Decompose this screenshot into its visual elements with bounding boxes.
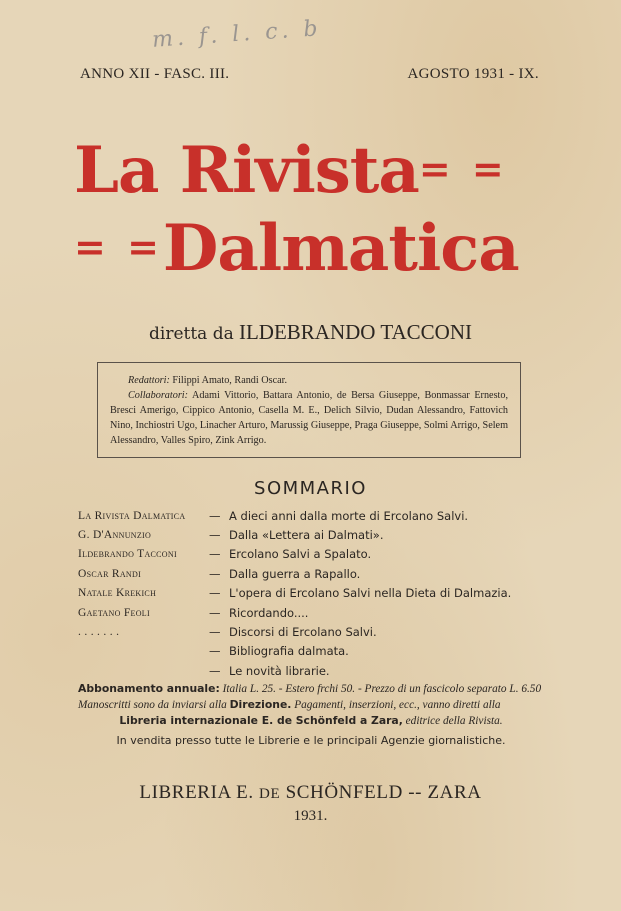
director-prefix: diretta da (149, 324, 234, 344)
dash-ornament: = = (74, 224, 163, 269)
dash-ornament: = = (418, 146, 508, 191)
title-line-1: La Rivista= = (74, 133, 508, 208)
toc-entry: . . . . . . . — Discorsi di Ercolano Salvi. (78, 625, 377, 640)
editors: Redattori: Filippi Amato, Randi Oscar. (128, 375, 288, 386)
director-line (0, 320, 621, 345)
contributors: Collaboratori: Adami Vittorio, Battara Antonio, de Bersa Giuseppe, Bonmassar Ernesto, Bresci Amerigo, Cippico Antonio, Casella M. E., Delich Silvio, Dudan Alessandro, Fattovich Nino, Inchiostri Ugo, Linacher Arturo, Marussig Giuseppe, Praga Giuseppe, Solmi Arrigo, Selem Alessandro, Valles Spiro, Zink Arrigo. (110, 390, 508, 446)
toc-entry: G. D'Annunzio — Dalla «Lettera ai Dalmati». (78, 528, 384, 543)
director-name: ILDEBRANDO TACCONI (238, 320, 472, 344)
toc-entry: — Le novità librarie. (209, 663, 330, 678)
toc-entry: Oscar Randi — Dalla guerra a Rapallo. (78, 566, 361, 581)
issue-number: ANNO XII - FASC. III. (80, 66, 230, 82)
staff-box (97, 362, 521, 458)
handwritten-note: m. f. l. c. b (151, 16, 323, 53)
sale-note: In vendita presso tutte le Librerie e le principali Agenzie giornalistiche. (116, 734, 506, 747)
table-of-contents (78, 506, 548, 681)
libreria-note: Libreria internazionale E. de Schönfeld a Zara, editrice della Rivista. (119, 714, 503, 727)
publication-year: 1931. (293, 808, 328, 824)
manuscripts-note: Manoscritti sono da inviarsi alla Direzione. Pagamenti, inserzioni, ecc., vanno diretti alla (78, 698, 501, 711)
toc-entry: Gaetano Feoli — Ricordando.... (78, 605, 309, 620)
sommario-heading: SOMMARIO (254, 478, 367, 499)
subscription-prices: Abbonamento annuale: Italia L. 25. - Estero frchi 50. - Prezzo di un fascicolo separato L. 6.50 (78, 682, 542, 695)
publisher-line: LIBRERIA E. DE SCHÖNFELD -- ZARA (139, 782, 482, 803)
toc-entry: Natale Krekich — L'opera di Ercolano Salvi nella Dieta di Dalmazia. (78, 586, 512, 601)
title-line-2: = =Dalmatica (74, 211, 519, 286)
toc-entry: — Bibliografia dalmata. (209, 644, 349, 659)
toc-entry: La Rivista Dalmatica — A dieci anni dalla morte di Ercolano Salvi. (78, 508, 469, 523)
issue-date: AGOSTO 1931 - IX. (407, 66, 539, 82)
subscription-info (78, 681, 544, 749)
toc-entry: Ildebrando Tacconi — Ercolano Salvi a Spalato. (78, 547, 372, 562)
issue-header (80, 66, 539, 83)
